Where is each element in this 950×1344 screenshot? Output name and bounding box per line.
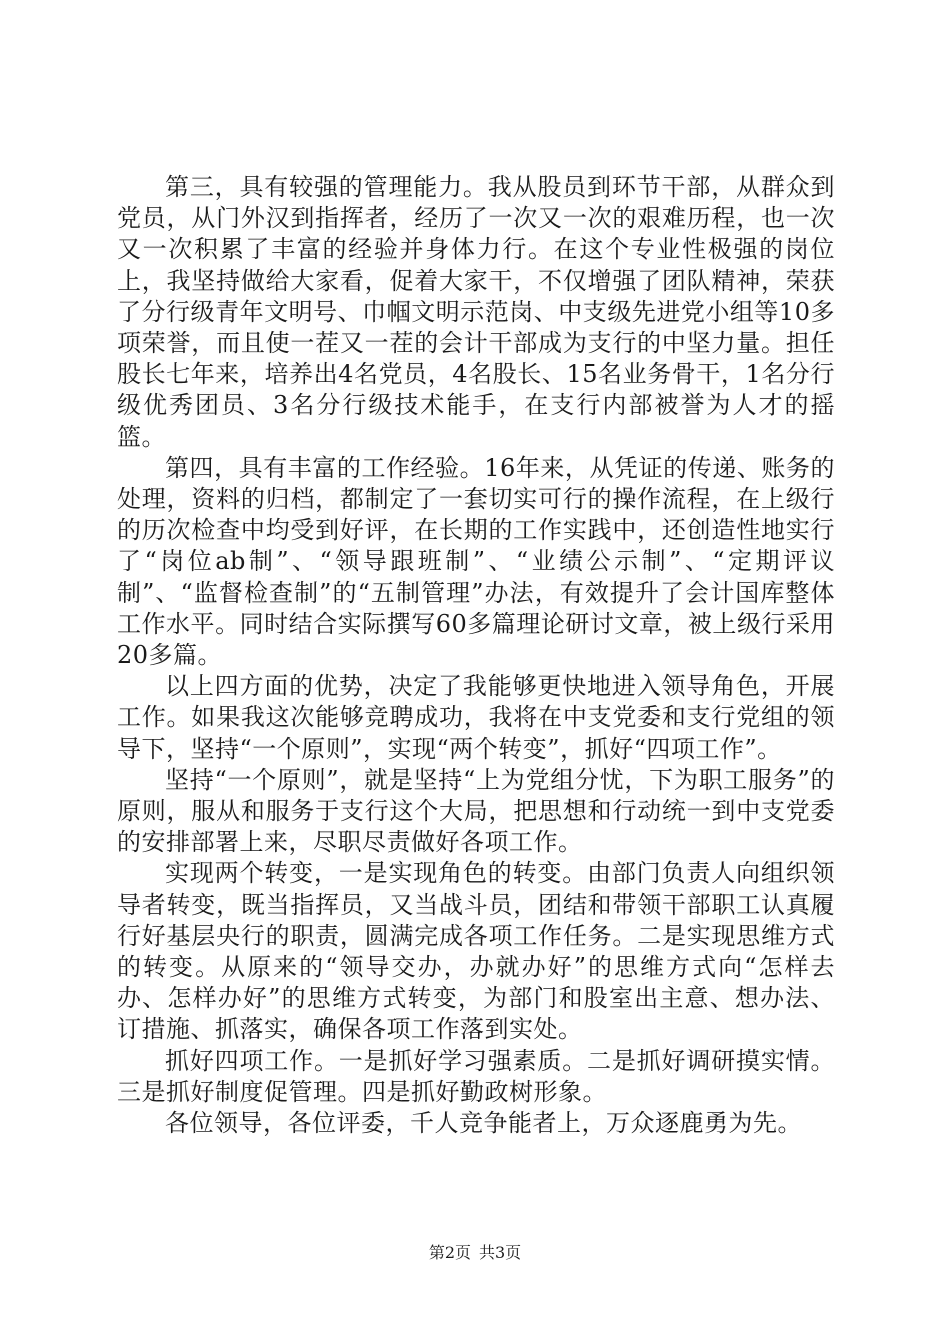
paragraph-closing: 各位领导，各位评委，千人竞争能者上，万众逐鹿勇为先。 (165, 1109, 802, 1138)
paragraph-one-principle: 坚持“一个原则”，就是坚持“上为党组分忧，下为职工服务”的原则，服从和服务于支行这个大局，把思想和行动统一到中支党委的安排部署上来，尽职尽责做好各项工作。 (117, 765, 835, 857)
page-footer (0, 1243, 950, 1263)
page-total: 共3页 (479, 1243, 522, 1262)
page-number: 第2页 (428, 1243, 471, 1262)
paragraph-work-experience: 第四，具有丰富的工作经验。16年来，从凭证的传递、账务的处理，资料的归档，都制定了一套切实可行的操作流程，在上级行的历次检查中均受到好评，在长期的工作实践中，还创造性地实行了“岗位ab制”、“领导跟班制”、“业绩公示制”、“定期评议制”、“监督检查制”的“五制管理”办法，有效提升了会计国库整体工作水平。同时结合实际撰写60多篇理论研讨文章，被上级行采用20多篇。 (117, 453, 835, 670)
paragraph-two-transformations: 实现两个转变，一是实现角色的转变。由部门负责人向组织领导者转变，既当指挥员，又当战斗员，团结和带领干部职工认真履行好基层央行的职责，圆满完成各项工作任务。二是实现思维方式的转变。从原来的“领导交办，办就办好”的思维方式向“怎样去办、怎样办好”的思维方式转变，为部门和股室出主意、想办法、订措施、抓落实，确保各项工作落到实处。 (117, 859, 835, 1044)
document-body (117, 172, 835, 1139)
paragraph-management-ability: 第三，具有较强的管理能力。我从股员到环节干部，从群众到党员，从门外汉到指挥者，经历了一次又一次的艰难历程，也一次又一次积累了丰富的经验并身体力行。在这个专业性极强的岗位上，我坚持做给大家看，促着大家干，不仅增强了团队精神，荣获了分行级青年文明号、巾帼文明示范岗、中支级先进党小组等10多项荣誉，而且使一茬又一茬的会计干部成为支行的中坚力量。担任股长七年来，培养出4名党员，4名股长、15名业务骨干，1名分行级优秀团员、3名分行级技术能手，在支行内部被誉为人才的摇篮。 (117, 173, 835, 451)
paragraph-advantages-summary: 以上四方面的优势，决定了我能够更快地进入领导角色，开展工作。如果我这次能够竞聘成功，我将在中支党委和支行党组的领导下，坚持“一个原则”，实现“两个转变”，抓好“四项工作”。 (117, 672, 835, 763)
paragraph-four-tasks: 抓好四项工作。一是抓好学习强素质。二是抓好调研摸实情。三是抓好制度促管理。四是抓好勤政树形象。 (117, 1046, 835, 1106)
